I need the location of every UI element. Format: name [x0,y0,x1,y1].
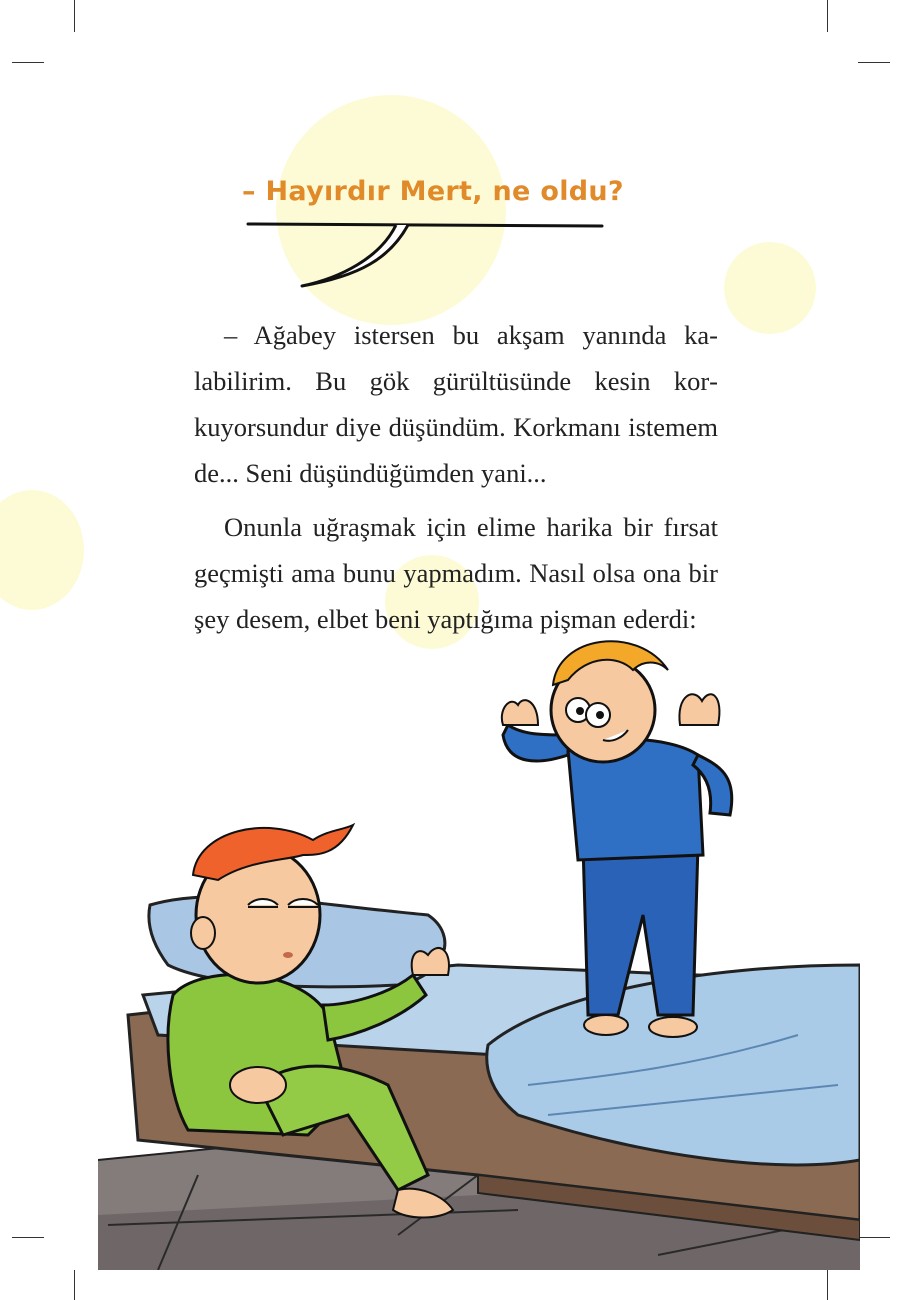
decorative-circle-right [724,242,816,334]
crop-mark-bottom-right-h [858,1237,890,1238]
crop-mark-top-left-v [74,0,75,32]
bedroom-illustration [98,615,860,1270]
crop-mark-bottom-left-v [74,1270,75,1300]
speech-line: – Hayırdır Mert, ne oldu? [242,176,624,207]
decorative-circle-left-edge [0,490,84,610]
crop-mark-top-left-h [12,62,44,63]
crop-mark-top-right-v [827,0,828,32]
paragraph-1: – Ağabey istersen bu akşam yanında kalabilirim. Bu gök gürültüsünde kesin korkuyorsundur diye düşündüm. Korkmanı istemem de... Seni düşündüğümden yani... [194,320,718,488]
crop-mark-bottom-right-v [827,1270,828,1300]
crop-mark-bottom-left-h [12,1237,44,1238]
story-text [194,312,718,650]
crop-mark-top-right-h [858,62,890,63]
paragraph-2: Onunla uğraşmak için elime harika bir fırsat geçmişti ama bunu yapmadım. Nasıl olsa ona bir şey desem, elbet beni yaptığıma pişman ederdi: [194,512,718,634]
speech-bubble-tail-icon [240,218,620,298]
